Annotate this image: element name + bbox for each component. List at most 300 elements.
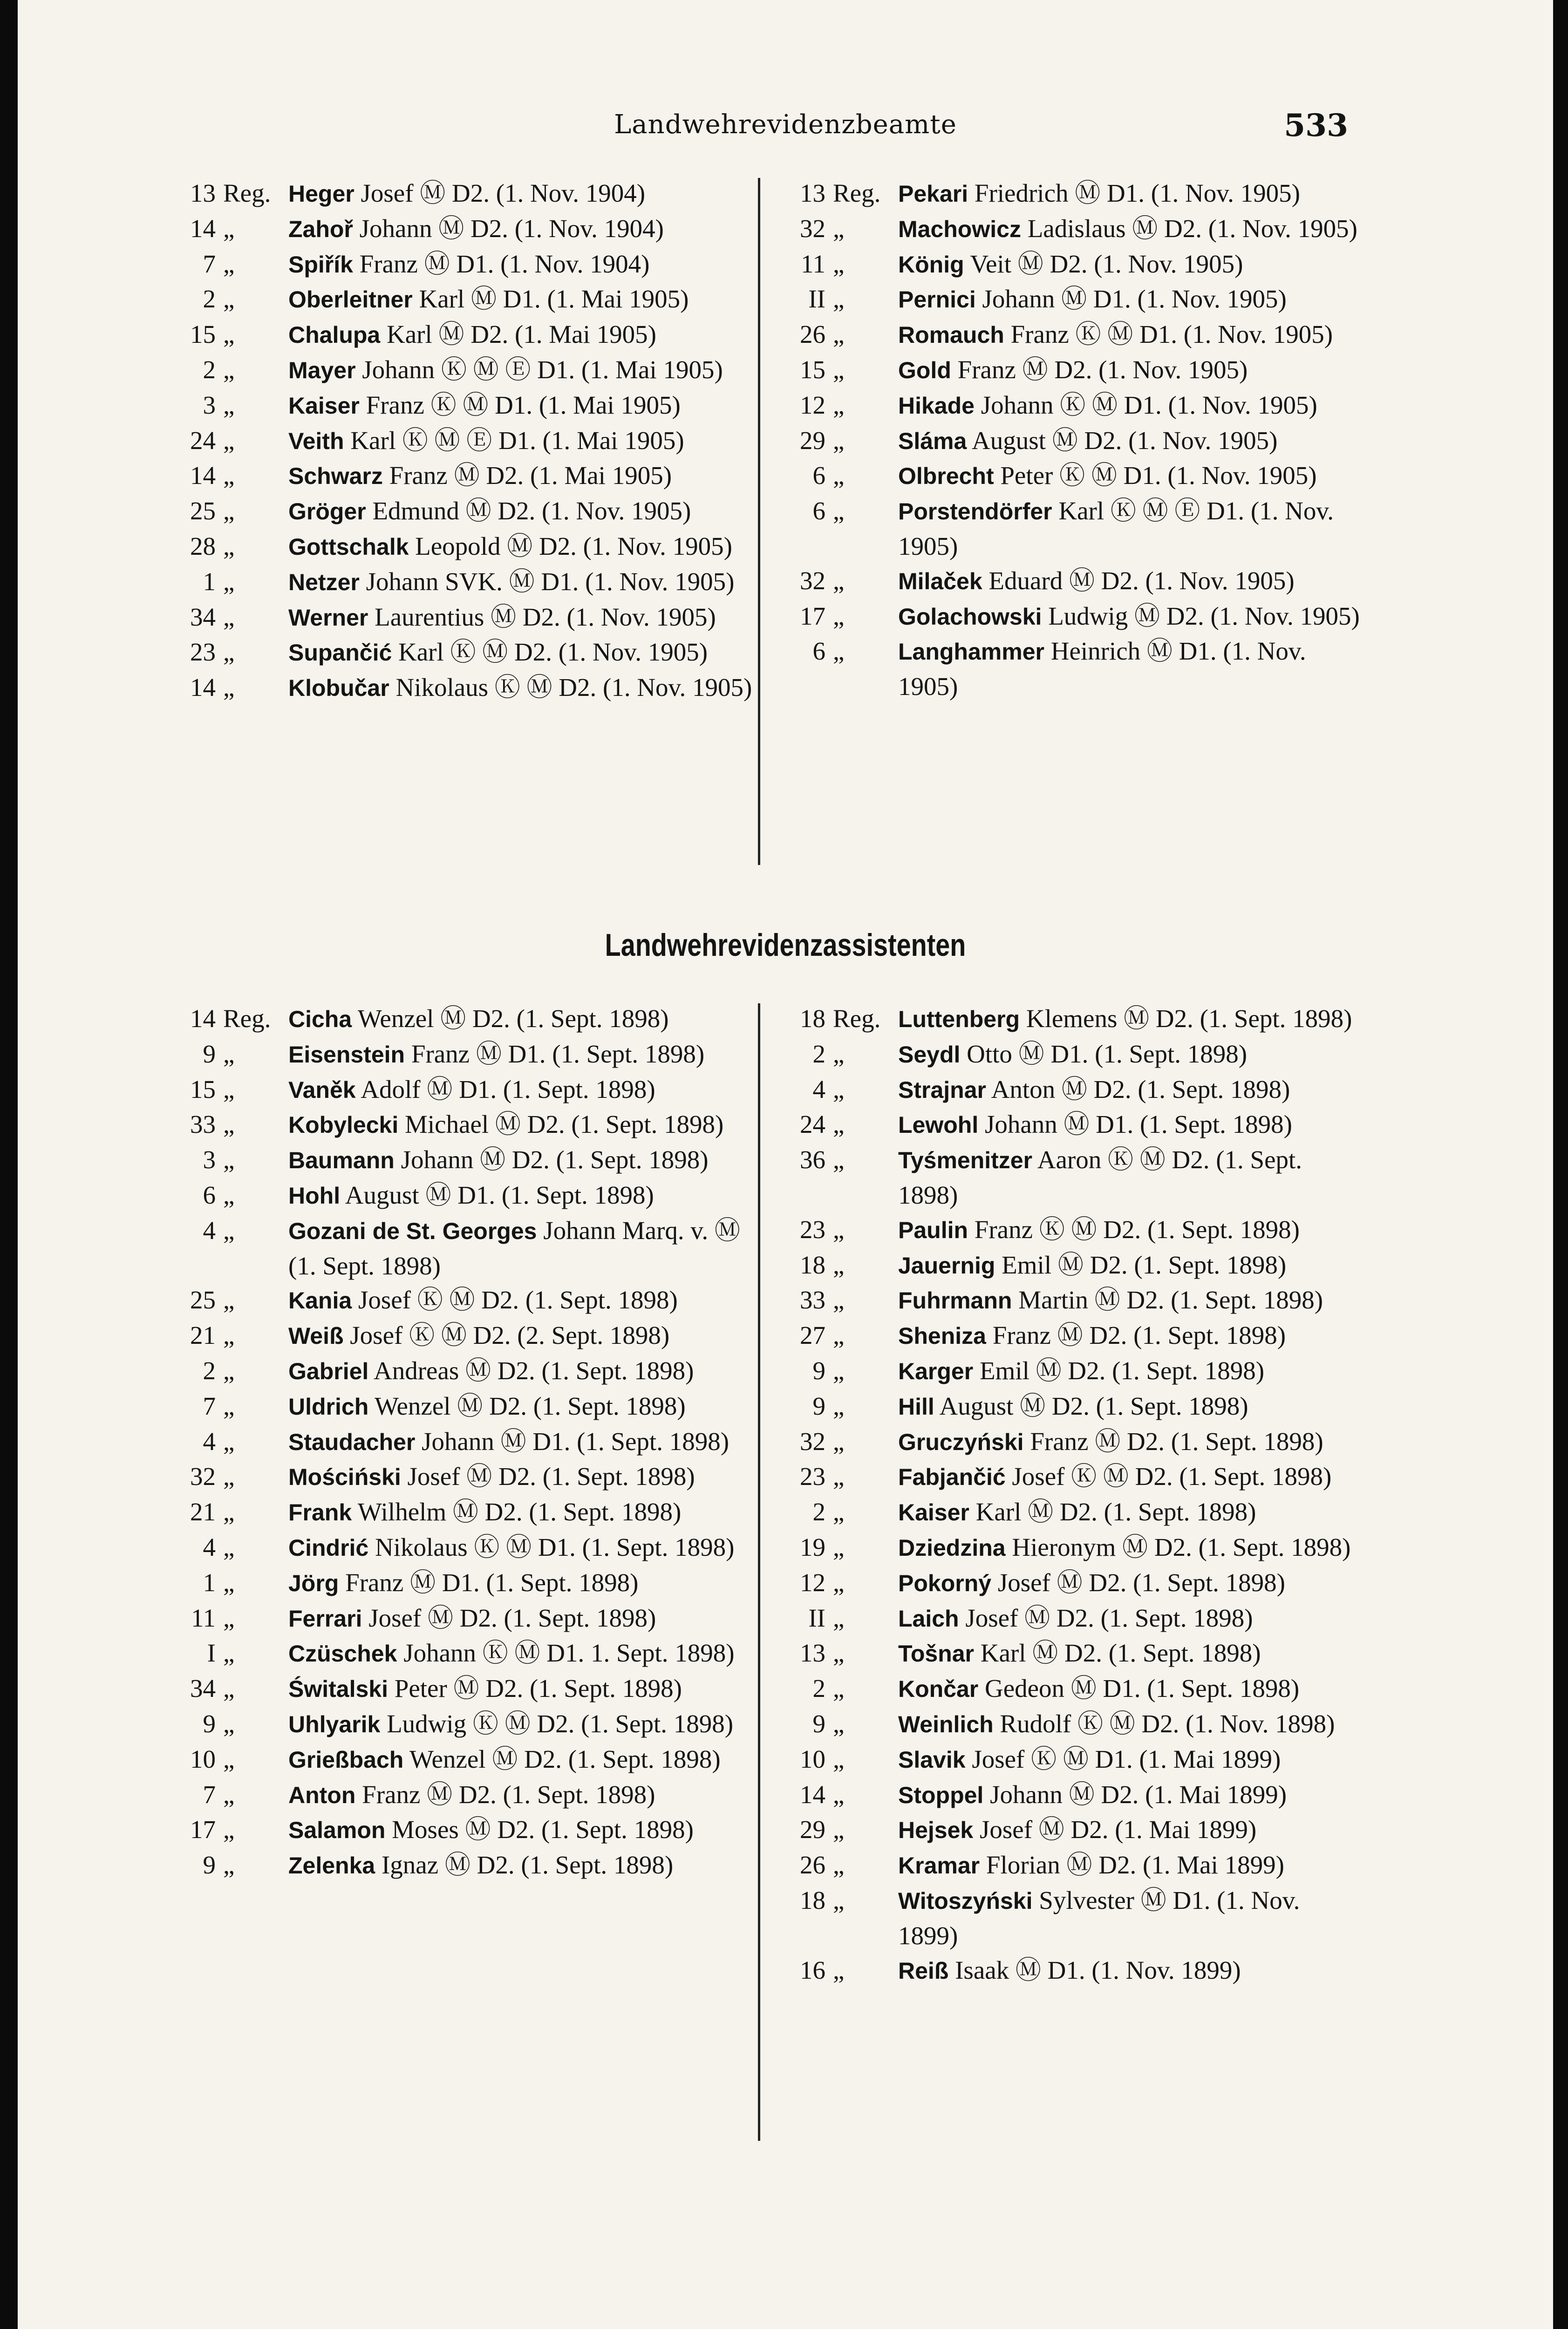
regiment-label: „ — [223, 1639, 235, 1668]
entry-details: Josef Ⓜ D2. (1. Sept. 1898) — [991, 1568, 1285, 1597]
list-item — [765, 458, 1370, 494]
entry-details: Karl Ⓜ D2. (1. Sept. 1898) — [974, 1639, 1261, 1668]
regiment-label: „ — [833, 1286, 845, 1314]
entry-text — [288, 1037, 761, 1072]
surname: Cicha — [288, 1006, 352, 1032]
entry-text — [898, 634, 1370, 704]
list-item — [155, 1389, 761, 1424]
entry-details: Josef Ⓜ D2. (1. Sept. 1898) — [959, 1603, 1253, 1632]
surname: Staudacher — [288, 1429, 416, 1455]
entry-details: Veit Ⓜ D2. (1. Nov. 1905) — [964, 249, 1243, 278]
list-item — [765, 1671, 1370, 1707]
entry-details: Otto Ⓜ D1. (1. Sept. 1898) — [960, 1039, 1248, 1068]
list-item — [155, 1777, 761, 1813]
regiment-label: „ — [223, 1532, 235, 1561]
regiment-label: „ — [223, 1145, 235, 1174]
entry-details: Franz Ⓜ D1. (1. Nov. 1904) — [353, 249, 650, 278]
entry-details: Wenzel Ⓜ D2. (1. Sept. 1898) — [368, 1391, 686, 1420]
regiment-number: 14 — [190, 461, 216, 490]
list-item — [155, 529, 761, 565]
surname: Anton — [288, 1782, 356, 1808]
page-number: 533 — [1284, 107, 1348, 143]
regiment-number: 12 — [800, 1568, 825, 1597]
list-item — [765, 1212, 1370, 1248]
regiment-label: „ — [833, 1744, 845, 1773]
column-right — [765, 1001, 1370, 1988]
regiment-number: 9 — [203, 1039, 216, 1068]
entry-text — [288, 1072, 761, 1108]
list-item — [155, 317, 761, 353]
running-head: Landwehrevidenzbeamte — [614, 109, 957, 140]
regiment-label: „ — [223, 1568, 235, 1597]
regiment-label: „ — [223, 531, 235, 560]
regiment-label: „ — [833, 249, 845, 278]
regiment-number: 21 — [190, 1321, 216, 1350]
regiment-label: „ — [833, 1427, 845, 1456]
entry-details: Johann Ⓜ D2. (1. Sept. 1898) — [394, 1145, 709, 1174]
regiment-label: „ — [223, 1110, 235, 1139]
entry-text — [898, 1671, 1370, 1707]
regiment-label: „ — [833, 1498, 845, 1526]
entry-details: Johann Ⓚ Ⓜ D1. 1. Sept. 1898) — [397, 1639, 735, 1668]
surname: Zelenka — [288, 1852, 375, 1879]
regiment-number: 9 — [812, 1709, 825, 1738]
list-item — [155, 458, 761, 494]
entry-text — [288, 1283, 761, 1318]
list-item — [765, 634, 1370, 704]
regiment-label: „ — [223, 1462, 235, 1491]
regiment-label: „ — [833, 1851, 845, 1880]
list-item — [765, 1001, 1370, 1037]
surname: Gröger — [288, 498, 366, 525]
list-item — [765, 1072, 1370, 1108]
entry-text — [288, 176, 761, 211]
regiment-number: 15 — [190, 1075, 216, 1103]
entry-text — [898, 282, 1370, 317]
regiment-label: „ — [833, 1886, 845, 1914]
entry-details: Andreas Ⓜ D2. (1. Sept. 1898) — [368, 1356, 694, 1385]
entry-details: August Ⓜ D2. (1. Nov. 1905) — [967, 426, 1278, 455]
regiment-number: 26 — [800, 320, 825, 349]
entry-text — [288, 1389, 761, 1424]
surname: Golachowski — [898, 603, 1042, 630]
list-item — [155, 247, 761, 282]
entry-text — [288, 458, 761, 494]
surname: Karger — [898, 1358, 974, 1384]
entry-details: August Ⓜ D1. (1. Sept. 1898) — [340, 1180, 654, 1209]
entry-details: Franz Ⓚ Ⓜ D2. (1. Sept. 1898) — [968, 1215, 1300, 1244]
regiment-label: „ — [833, 1110, 845, 1139]
column-right — [765, 176, 1370, 704]
regiment-number: 9 — [203, 1709, 216, 1738]
surname: Langhammer — [898, 639, 1044, 665]
regiment-label: Reg. — [223, 179, 271, 207]
regiment-number: 2 — [203, 355, 216, 384]
entry-text — [898, 1812, 1370, 1848]
list-item — [155, 1354, 761, 1389]
entry-text — [898, 1107, 1370, 1143]
regiment-label: „ — [833, 1780, 845, 1809]
list-item — [765, 1566, 1370, 1601]
list-item — [765, 1389, 1370, 1424]
entry-text — [898, 1459, 1370, 1495]
entry-text — [288, 1143, 761, 1178]
regiment-label: „ — [833, 1603, 845, 1632]
regiment-label: „ — [833, 320, 845, 349]
surname: Paulin — [898, 1217, 968, 1243]
regiment-label: „ — [833, 1462, 845, 1491]
entry-text — [898, 423, 1370, 459]
regiment-label: „ — [223, 1321, 235, 1350]
regiment-number: 23 — [800, 1215, 825, 1244]
regiment-number: 4 — [203, 1427, 216, 1456]
list-item — [765, 1707, 1370, 1742]
regiment-label: „ — [833, 1321, 845, 1350]
regiment-label: „ — [833, 1039, 845, 1068]
surname: Supančić — [288, 640, 392, 666]
entry-details: Franz Ⓜ D2. (1. Mai 1905) — [382, 461, 672, 490]
entry-text — [288, 1495, 761, 1530]
entry-text — [898, 1566, 1370, 1601]
list-item — [765, 1848, 1370, 1883]
entry-details: Wenzel Ⓜ D2. (1. Sept. 1898) — [352, 1004, 669, 1033]
regiment-number: 7 — [203, 249, 216, 278]
list-item — [765, 1777, 1370, 1813]
entry-text — [288, 600, 761, 635]
regiment-label: „ — [223, 1286, 235, 1314]
entry-details: Johann Ⓜ D1. (1. Sept. 1898) — [415, 1427, 729, 1456]
surname: Luttenberg — [898, 1006, 1020, 1032]
regiment-number: 18 — [800, 1250, 825, 1279]
entry-text — [898, 494, 1370, 564]
regiment-number: 6 — [203, 1180, 216, 1209]
regiment-label: „ — [223, 602, 235, 631]
entry-text — [288, 1707, 761, 1742]
entry-text — [288, 1636, 761, 1671]
surname: König — [898, 251, 964, 278]
regiment-number: 16 — [800, 1955, 825, 1984]
list-item — [765, 1812, 1370, 1848]
entry-details: Hieronym Ⓜ D2. (1. Sept. 1898) — [1005, 1532, 1351, 1561]
surname: Schwarz — [288, 463, 383, 490]
regiment-number: 32 — [190, 1462, 216, 1491]
surname: Fuhrmann — [898, 1287, 1012, 1314]
entry-text — [288, 529, 761, 565]
column-left — [155, 176, 761, 706]
entry-text — [898, 1037, 1370, 1072]
column-divider — [758, 178, 760, 865]
entry-text — [288, 1318, 761, 1354]
surname: Werner — [288, 604, 368, 631]
regiment-label: „ — [833, 566, 845, 595]
surname: Strajnar — [898, 1076, 986, 1103]
surname: Hill — [898, 1393, 934, 1420]
entry-details: Leopold Ⓜ D2. (1. Nov. 1905) — [409, 531, 732, 560]
entry-details: Franz Ⓜ D1. (1. Sept. 1898) — [339, 1568, 639, 1597]
regiment-number: II — [808, 1603, 825, 1632]
list-item — [765, 1601, 1370, 1636]
regiment-label: Reg. — [833, 179, 881, 207]
entry-details: Ladislaus Ⓜ D2. (1. Nov. 1905) — [1021, 214, 1357, 243]
regiment-label: „ — [833, 1145, 845, 1174]
entry-text — [898, 1424, 1370, 1460]
entry-details: Nikolaus Ⓚ Ⓜ D2. (1. Nov. 1905) — [389, 673, 752, 702]
entry-text — [288, 1601, 761, 1636]
list-item — [155, 388, 761, 423]
entry-details: Karl Ⓚ Ⓜ Ⓔ D1. (1. Nov. 1905) — [898, 497, 1334, 560]
entry-details: Karl Ⓜ D2. (1. Mai 1905) — [380, 320, 656, 349]
regiment-number: 14 — [190, 673, 216, 702]
entry-details: Josef Ⓜ D2. (1. Mai 1899) — [973, 1815, 1257, 1844]
regiment-number: 3 — [203, 390, 216, 419]
surname: Netzer — [288, 569, 360, 595]
list-item — [765, 1953, 1370, 1989]
regiment-number: 10 — [800, 1744, 825, 1773]
entry-text — [898, 1389, 1370, 1424]
entry-text — [288, 670, 761, 706]
list-item — [765, 599, 1370, 634]
regiment-number: 15 — [800, 355, 825, 384]
entry-text — [898, 564, 1370, 599]
entry-text — [288, 1354, 761, 1389]
regiment-label: „ — [833, 1391, 845, 1420]
entry-details: Sylvester Ⓜ D1. (1. Nov. 1899) — [898, 1886, 1300, 1950]
regiment-label: „ — [223, 1391, 235, 1420]
column-divider — [758, 1003, 760, 2141]
regiment-number: 4 — [812, 1075, 825, 1103]
list-item — [155, 1495, 761, 1530]
entry-text — [898, 1072, 1370, 1108]
entry-text — [898, 1248, 1370, 1283]
list-item — [765, 494, 1370, 564]
regiment-label: „ — [223, 1216, 235, 1245]
entry-details: Johann Ⓚ Ⓜ D1. (1. Nov. 1905) — [974, 390, 1317, 419]
regiment-number: 32 — [800, 214, 825, 243]
list-item — [155, 1001, 761, 1037]
surname: Porstendörfer — [898, 498, 1052, 525]
regiment-number: 26 — [800, 1851, 825, 1880]
regiment-number: 32 — [800, 566, 825, 595]
regiment-label: Reg. — [223, 1004, 271, 1033]
regiment-label: „ — [223, 320, 235, 349]
list-item — [155, 1107, 761, 1143]
regiment-label: „ — [833, 1250, 845, 1279]
entry-text — [288, 1566, 761, 1601]
surname: Mayer — [288, 357, 356, 383]
entry-text — [898, 1212, 1370, 1248]
list-item — [765, 1636, 1370, 1671]
entry-text — [288, 1671, 761, 1707]
regiment-number: 21 — [190, 1498, 216, 1526]
regiment-number: 34 — [190, 1674, 216, 1703]
regiment-label: „ — [223, 1603, 235, 1632]
regiment-label: „ — [833, 1815, 845, 1844]
surname: Machowicz — [898, 216, 1021, 242]
entry-text — [288, 282, 761, 317]
surname: Tyśmenitzer — [898, 1147, 1033, 1174]
regiment-number: 3 — [203, 1145, 216, 1174]
entry-details: Karl Ⓜ D2. (1. Sept. 1898) — [969, 1498, 1256, 1526]
list-item — [765, 317, 1370, 353]
regiment-label: „ — [223, 390, 235, 419]
regiment-number: 6 — [812, 497, 825, 525]
entry-details: Johann Marq. v. Ⓜ (1. Sept. 1898) — [288, 1216, 740, 1280]
surname: Heger — [288, 181, 355, 207]
regiment-number: 15 — [190, 320, 216, 349]
regiment-label: „ — [833, 1674, 845, 1703]
entry-details: Nikolaus Ⓚ Ⓜ D1. (1. Sept. 1898) — [368, 1532, 735, 1561]
regiment-number: 29 — [800, 426, 825, 455]
entry-details: Karl Ⓚ Ⓜ D2. (1. Nov. 1905) — [392, 638, 708, 667]
list-item — [155, 1283, 761, 1318]
list-item — [765, 564, 1370, 599]
surname: Končar — [898, 1676, 979, 1702]
list-item — [765, 1424, 1370, 1460]
surname: Kramar — [898, 1852, 980, 1879]
regiment-number: 28 — [190, 531, 216, 560]
entry-text — [898, 1777, 1370, 1813]
surname: Veith — [288, 428, 344, 454]
surname: Dziedzina — [898, 1534, 1006, 1561]
regiment-label: „ — [223, 1039, 235, 1068]
regiment-label: „ — [223, 567, 235, 596]
surname: Zahoř — [288, 216, 353, 242]
entry-text — [898, 1848, 1370, 1883]
regiment-number: 7 — [203, 1780, 216, 1809]
list-item — [155, 1072, 761, 1108]
surname: Gabriel — [288, 1358, 369, 1384]
entry-details: Franz Ⓜ D2. (1. Nov. 1905) — [951, 355, 1248, 384]
entry-details: Johann Ⓜ D1. (1. Sept. 1898) — [978, 1110, 1292, 1139]
list-item — [155, 1707, 761, 1742]
regiment-number: 33 — [800, 1286, 825, 1314]
list-item — [765, 1318, 1370, 1354]
list-item — [155, 1530, 761, 1566]
surname: Eisenstein — [288, 1041, 405, 1068]
entry-details: Josef Ⓜ D2. (1. Sept. 1898) — [401, 1462, 695, 1491]
entry-details: Florian Ⓜ D2. (1. Mai 1899) — [980, 1851, 1284, 1880]
entry-text — [898, 317, 1370, 353]
regiment-label: „ — [833, 355, 845, 384]
entry-text — [898, 247, 1370, 282]
list-item — [155, 211, 761, 247]
surname: Weinlich — [898, 1711, 994, 1737]
entry-text — [288, 1178, 761, 1213]
regiment-number: 1 — [203, 1568, 216, 1597]
entry-details: Peter Ⓚ Ⓜ D1. (1. Nov. 1905) — [994, 461, 1317, 490]
entry-details: Ludwig Ⓜ D2. (1. Nov. 1905) — [1042, 601, 1360, 630]
surname: Spiřík — [288, 251, 353, 278]
surname: Hohl — [288, 1182, 341, 1209]
surname: Frank — [288, 1499, 352, 1526]
surname: Jörg — [288, 1570, 339, 1596]
regiment-label: „ — [223, 1427, 235, 1456]
regiment-number: 9 — [812, 1356, 825, 1385]
surname: Sláma — [898, 428, 967, 454]
entry-text — [288, 247, 761, 282]
regiment-number: 10 — [190, 1744, 216, 1773]
entry-text — [898, 1601, 1370, 1636]
entry-details: Aaron Ⓚ Ⓜ D2. (1. Sept. 1898) — [898, 1145, 1302, 1209]
surname: Fabjančić — [898, 1464, 1006, 1491]
entry-text — [898, 211, 1370, 247]
surname: Uhlyarik — [288, 1711, 381, 1737]
surname: Cindrić — [288, 1534, 369, 1561]
regiment-number: 24 — [800, 1110, 825, 1139]
entry-details: Moses Ⓜ D2. (1. Sept. 1898) — [385, 1815, 694, 1844]
regiment-number: 25 — [190, 497, 216, 525]
list-item — [765, 211, 1370, 247]
list-item — [765, 1742, 1370, 1777]
entry-text — [898, 1354, 1370, 1389]
list-item — [155, 1566, 761, 1601]
entry-text — [898, 1742, 1370, 1777]
regiment-number: 12 — [800, 390, 825, 419]
entry-details: Johann SVK. Ⓜ D1. (1. Nov. 1905) — [359, 567, 735, 596]
entry-details: Josef Ⓚ Ⓜ D2. (1. Sept. 1898) — [1005, 1462, 1332, 1491]
surname: Vaněk — [288, 1076, 356, 1103]
regiment-number: 14 — [800, 1780, 825, 1809]
regiment-number: 2 — [812, 1039, 825, 1068]
regiment-number: 7 — [203, 1391, 216, 1420]
regiment-number: 2 — [812, 1674, 825, 1703]
surname: Ferrari — [288, 1605, 362, 1632]
regiment-number: 14 — [190, 214, 216, 243]
entry-text — [898, 1283, 1370, 1318]
regiment-number: 6 — [812, 637, 825, 666]
list-item — [765, 247, 1370, 282]
regiment-number: 13 — [800, 179, 825, 207]
entry-details: Edmund Ⓜ D2. (1. Nov. 1905) — [366, 497, 691, 525]
entry-text — [288, 1001, 761, 1037]
regiment-number: 9 — [812, 1391, 825, 1420]
entry-text — [288, 494, 761, 529]
entry-details: Josef Ⓜ D2. (1. Sept. 1898) — [362, 1603, 656, 1632]
regiment-label: „ — [223, 1180, 235, 1209]
entry-text — [898, 1495, 1370, 1530]
surname: Grießbach — [288, 1746, 404, 1773]
regiment-label: „ — [223, 214, 235, 243]
regiment-label: „ — [223, 1780, 235, 1809]
regiment-label: „ — [223, 1815, 235, 1844]
regiment-label: „ — [223, 461, 235, 490]
surname: Kobylecki — [288, 1112, 399, 1138]
entry-details: Wilhelm Ⓜ D2. (1. Sept. 1898) — [352, 1498, 682, 1526]
regiment-number: 4 — [203, 1216, 216, 1245]
entry-details: Franz Ⓚ Ⓜ D1. (1. Nov. 1905) — [1004, 320, 1333, 349]
list-item — [765, 353, 1370, 388]
list-item — [155, 1601, 761, 1636]
regiment-label: „ — [833, 461, 845, 490]
list-item — [155, 176, 761, 211]
surname: Laich — [898, 1605, 959, 1632]
list-item — [155, 1742, 761, 1777]
surname: Klobučar — [288, 675, 389, 701]
list-item — [155, 1143, 761, 1178]
entry-details: Johann Ⓜ D2. (1. Nov. 1904) — [353, 214, 664, 243]
regiment-label: „ — [223, 355, 235, 384]
regiment-label: „ — [223, 1674, 235, 1703]
regiment-label: „ — [223, 497, 235, 525]
list-item — [155, 600, 761, 635]
entry-text — [898, 1530, 1370, 1566]
list-item — [155, 1459, 761, 1495]
regiment-number: 29 — [800, 1815, 825, 1844]
list-item — [765, 1107, 1370, 1143]
surname: Hikade — [898, 392, 975, 419]
entry-details: Peter Ⓜ D2. (1. Sept. 1898) — [388, 1674, 682, 1703]
list-item — [155, 670, 761, 706]
